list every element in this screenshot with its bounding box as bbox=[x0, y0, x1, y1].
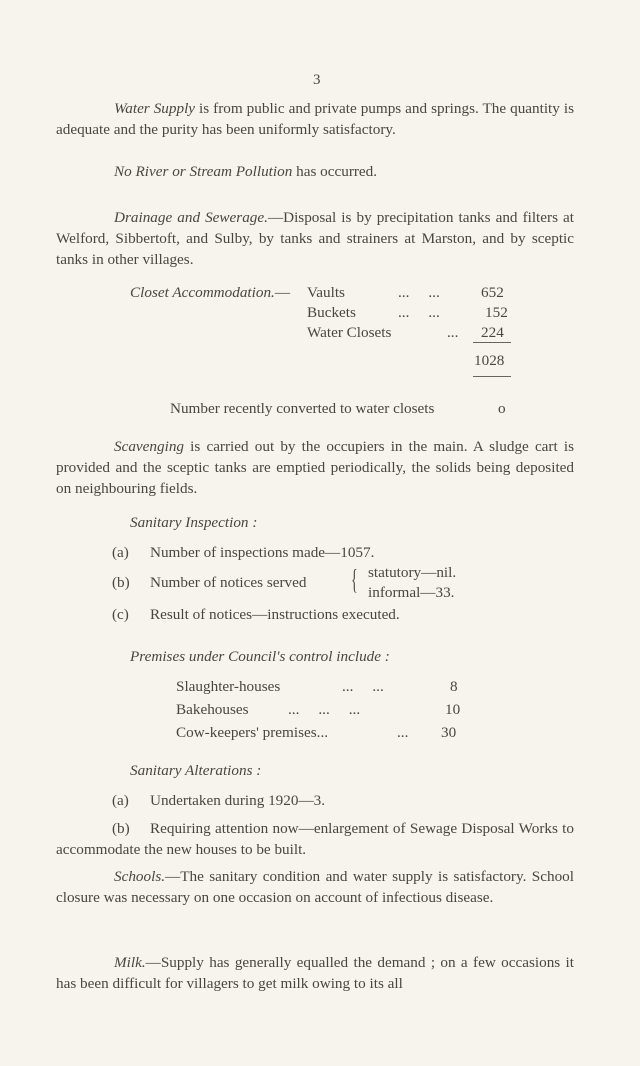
closet-row-value: 224 bbox=[481, 324, 504, 341]
alterations-item-b-label: (b) bbox=[112, 820, 130, 837]
alterations-heading: Sanitary Alterations : bbox=[130, 762, 262, 779]
inspection-item-c-label: (c) bbox=[112, 606, 129, 623]
closet-row: Water Closets bbox=[307, 324, 392, 341]
premises-heading: Premises under Council's control include : bbox=[130, 648, 390, 665]
closet-row: Buckets bbox=[307, 304, 356, 321]
premises-row-value: 30 bbox=[441, 724, 457, 741]
milk-paragraph bbox=[56, 952, 574, 994]
inspection-item-b-label: (b) bbox=[112, 574, 130, 591]
closet-row-dots: ... bbox=[447, 324, 459, 341]
closet-total: 1028 bbox=[474, 352, 505, 369]
water-supply-paragraph bbox=[56, 98, 574, 140]
alterations-item-a-label: (a) bbox=[112, 792, 129, 809]
closet-heading: Closet Accommodation. bbox=[130, 284, 275, 301]
premises-row-value: 10 bbox=[445, 701, 461, 718]
inspection-heading: Sanitary Inspection : bbox=[130, 514, 258, 531]
premises-row-dots: ... bbox=[397, 724, 409, 741]
schools-heading: Schools. bbox=[114, 868, 166, 885]
drainage-heading: Drainage and Sewerage. bbox=[114, 209, 268, 226]
closet-row-value: 652 bbox=[481, 284, 504, 301]
schools-paragraph bbox=[56, 866, 574, 908]
premises-row-value: 8 bbox=[450, 678, 458, 695]
page-number: 3 bbox=[313, 72, 321, 88]
inspection-item-c-text: Result of notices—instructions executed. bbox=[150, 606, 400, 623]
water-supply-text: is from public and private pumps and springs. The quantity is adequate and the purity has been uniformly satisfactory. bbox=[56, 100, 574, 138]
milk-heading: Milk. bbox=[114, 954, 146, 971]
water-supply-heading: Water Supply bbox=[114, 100, 196, 117]
pollution-text: has occurred. bbox=[292, 163, 378, 180]
schools-text: —The sanitary condition and water supply is satisfactory. School closure was necessary on one occasion on account of infectious disease. bbox=[56, 868, 574, 906]
premises-row: Slaughter-houses bbox=[176, 678, 281, 695]
alterations-item-b-text: Requiring attention now—enlargement of Sewage Disposal Works to accommodate the new houses to be built. bbox=[56, 820, 574, 858]
scavenging-paragraph bbox=[56, 436, 574, 499]
premises-row-dots: ... ... ... bbox=[288, 701, 361, 718]
drainage-paragraph bbox=[56, 207, 574, 270]
inspection-brace: { bbox=[351, 565, 358, 596]
closet-heading-line bbox=[130, 282, 290, 303]
inspection-item-a-label: (a) bbox=[112, 544, 129, 561]
scavenging-text: is carried out by the occupiers in the main. A sludge cart is provided and the sceptic tanks are emptied periodically, the solids being deposited on neighbouring fields. bbox=[56, 438, 574, 497]
closet-total-rule-top bbox=[473, 342, 511, 343]
closet-total-rule-bottom bbox=[473, 376, 511, 377]
inspection-item-b-text: Number of notices served bbox=[150, 574, 307, 591]
milk-text: —Supply has generally equalled the demand ; on a few occasions it has been difficult for villagers to get milk owing to its all bbox=[56, 954, 574, 992]
premises-row: Bakehouses bbox=[176, 701, 249, 718]
converted-line: Number recently converted to water closets bbox=[170, 400, 435, 417]
pollution-heading: No River or Stream Pollution bbox=[114, 163, 293, 180]
drainage-text: —Disposal is by precipitation tanks and filters at Welford, Sibbertoft, and Sulby, by tanks and strainers at Marston, and by sceptic tanks in other villages. bbox=[56, 209, 574, 268]
premises-row: Cow-keepers' premises... bbox=[176, 724, 329, 741]
inspection-informal: informal—33. bbox=[368, 584, 455, 601]
scavenging-heading: Scavenging bbox=[114, 438, 185, 455]
alterations-item-a-text: Undertaken during 1920—3. bbox=[150, 792, 326, 809]
closet-row-dots: ... ... bbox=[398, 304, 440, 321]
closet-row: Vaults bbox=[307, 284, 345, 301]
converted-value: o bbox=[498, 400, 506, 417]
pollution-paragraph bbox=[56, 161, 574, 182]
inspection-statutory: statutory—nil. bbox=[368, 564, 457, 581]
closet-row-value: 152 bbox=[485, 304, 508, 321]
closet-dash: — bbox=[274, 284, 291, 301]
premises-row-dots: ... ... bbox=[342, 678, 384, 695]
closet-row-dots: ... ... bbox=[398, 284, 440, 301]
inspection-item-a-text: Number of inspections made—1057. bbox=[150, 544, 375, 561]
